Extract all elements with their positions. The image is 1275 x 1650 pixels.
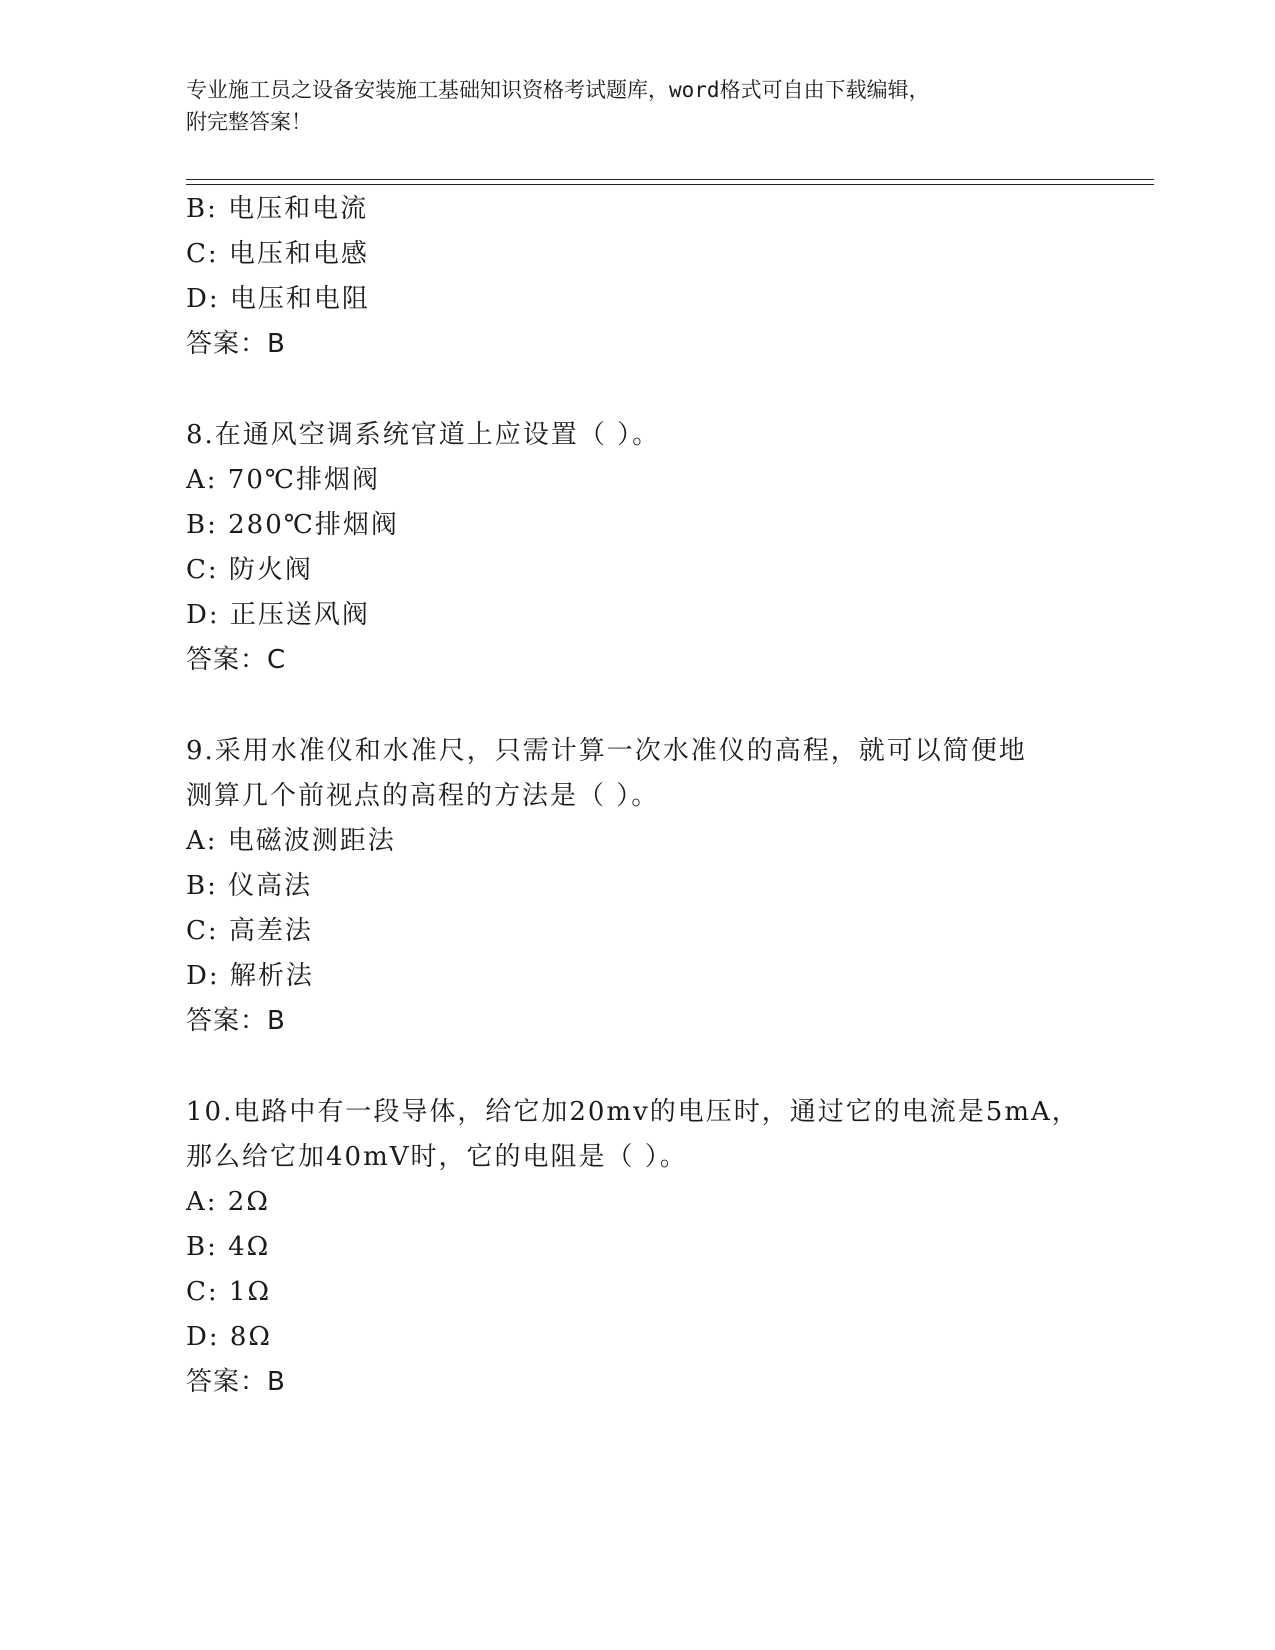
question-10-option-c: C: 1Ω — [186, 1277, 272, 1307]
question-9-option-a: A: 电磁波测距法 — [186, 826, 396, 856]
question-9-stem-line-1: 9.采用水准仪和水准尺，只需计算一次水准仪的高程，就可以简便地 — [186, 736, 1027, 766]
question-9-option-c: C: 高差法 — [186, 916, 313, 946]
question-9-stem-line-2: 测算几个前视点的高程的方法是（ ）。 — [186, 781, 660, 811]
question-9-option-b: B: 仪高法 — [186, 871, 313, 901]
question-10-stem-line-1: 10.电路中有一段导体，给它加20mv的电压时，通过它的电流是5mA， — [186, 1097, 1080, 1127]
question-8-option-d: D: 正压送风阀 — [186, 600, 370, 630]
question-9-option-d: D: 解析法 — [186, 961, 314, 991]
document-header — [186, 74, 1086, 138]
header-divider-top — [186, 179, 1154, 180]
question-8-option-c: C: 防火阀 — [186, 555, 313, 585]
question-10-option-d: D: 8Ω — [186, 1322, 272, 1352]
header-divider-bottom — [186, 184, 1154, 185]
question-10-answer: 答案：B — [186, 1367, 286, 1397]
header-line-2: 附完整答案！ — [186, 110, 312, 134]
question-8-answer: 答案：C — [186, 645, 287, 675]
question-10-option-a: A: 2Ω — [186, 1187, 270, 1217]
question-10-stem-line-2: 那么给它加40mV时，它的电阻是（ ）。 — [186, 1142, 688, 1172]
question-8-stem: 8.在通风空调系统官道上应设置（ ）。 — [186, 420, 661, 450]
option-d: D: 电压和电阻 — [186, 284, 370, 314]
question-8-option-a: A: 70℃排烟阀 — [186, 465, 380, 495]
question-8-option-b: B: 280℃排烟阀 — [186, 510, 399, 540]
answer-prev: 答案：B — [186, 329, 286, 359]
question-10-option-b: B: 4Ω — [186, 1232, 271, 1262]
question-9-answer: 答案：B — [186, 1006, 286, 1036]
option-b: B: 电压和电流 — [186, 194, 369, 224]
option-c: C: 电压和电感 — [186, 239, 369, 269]
header-line-1: 专业施工员之设备安装施工基础知识资格考试题库，word格式可自由下载编辑， — [186, 78, 930, 102]
